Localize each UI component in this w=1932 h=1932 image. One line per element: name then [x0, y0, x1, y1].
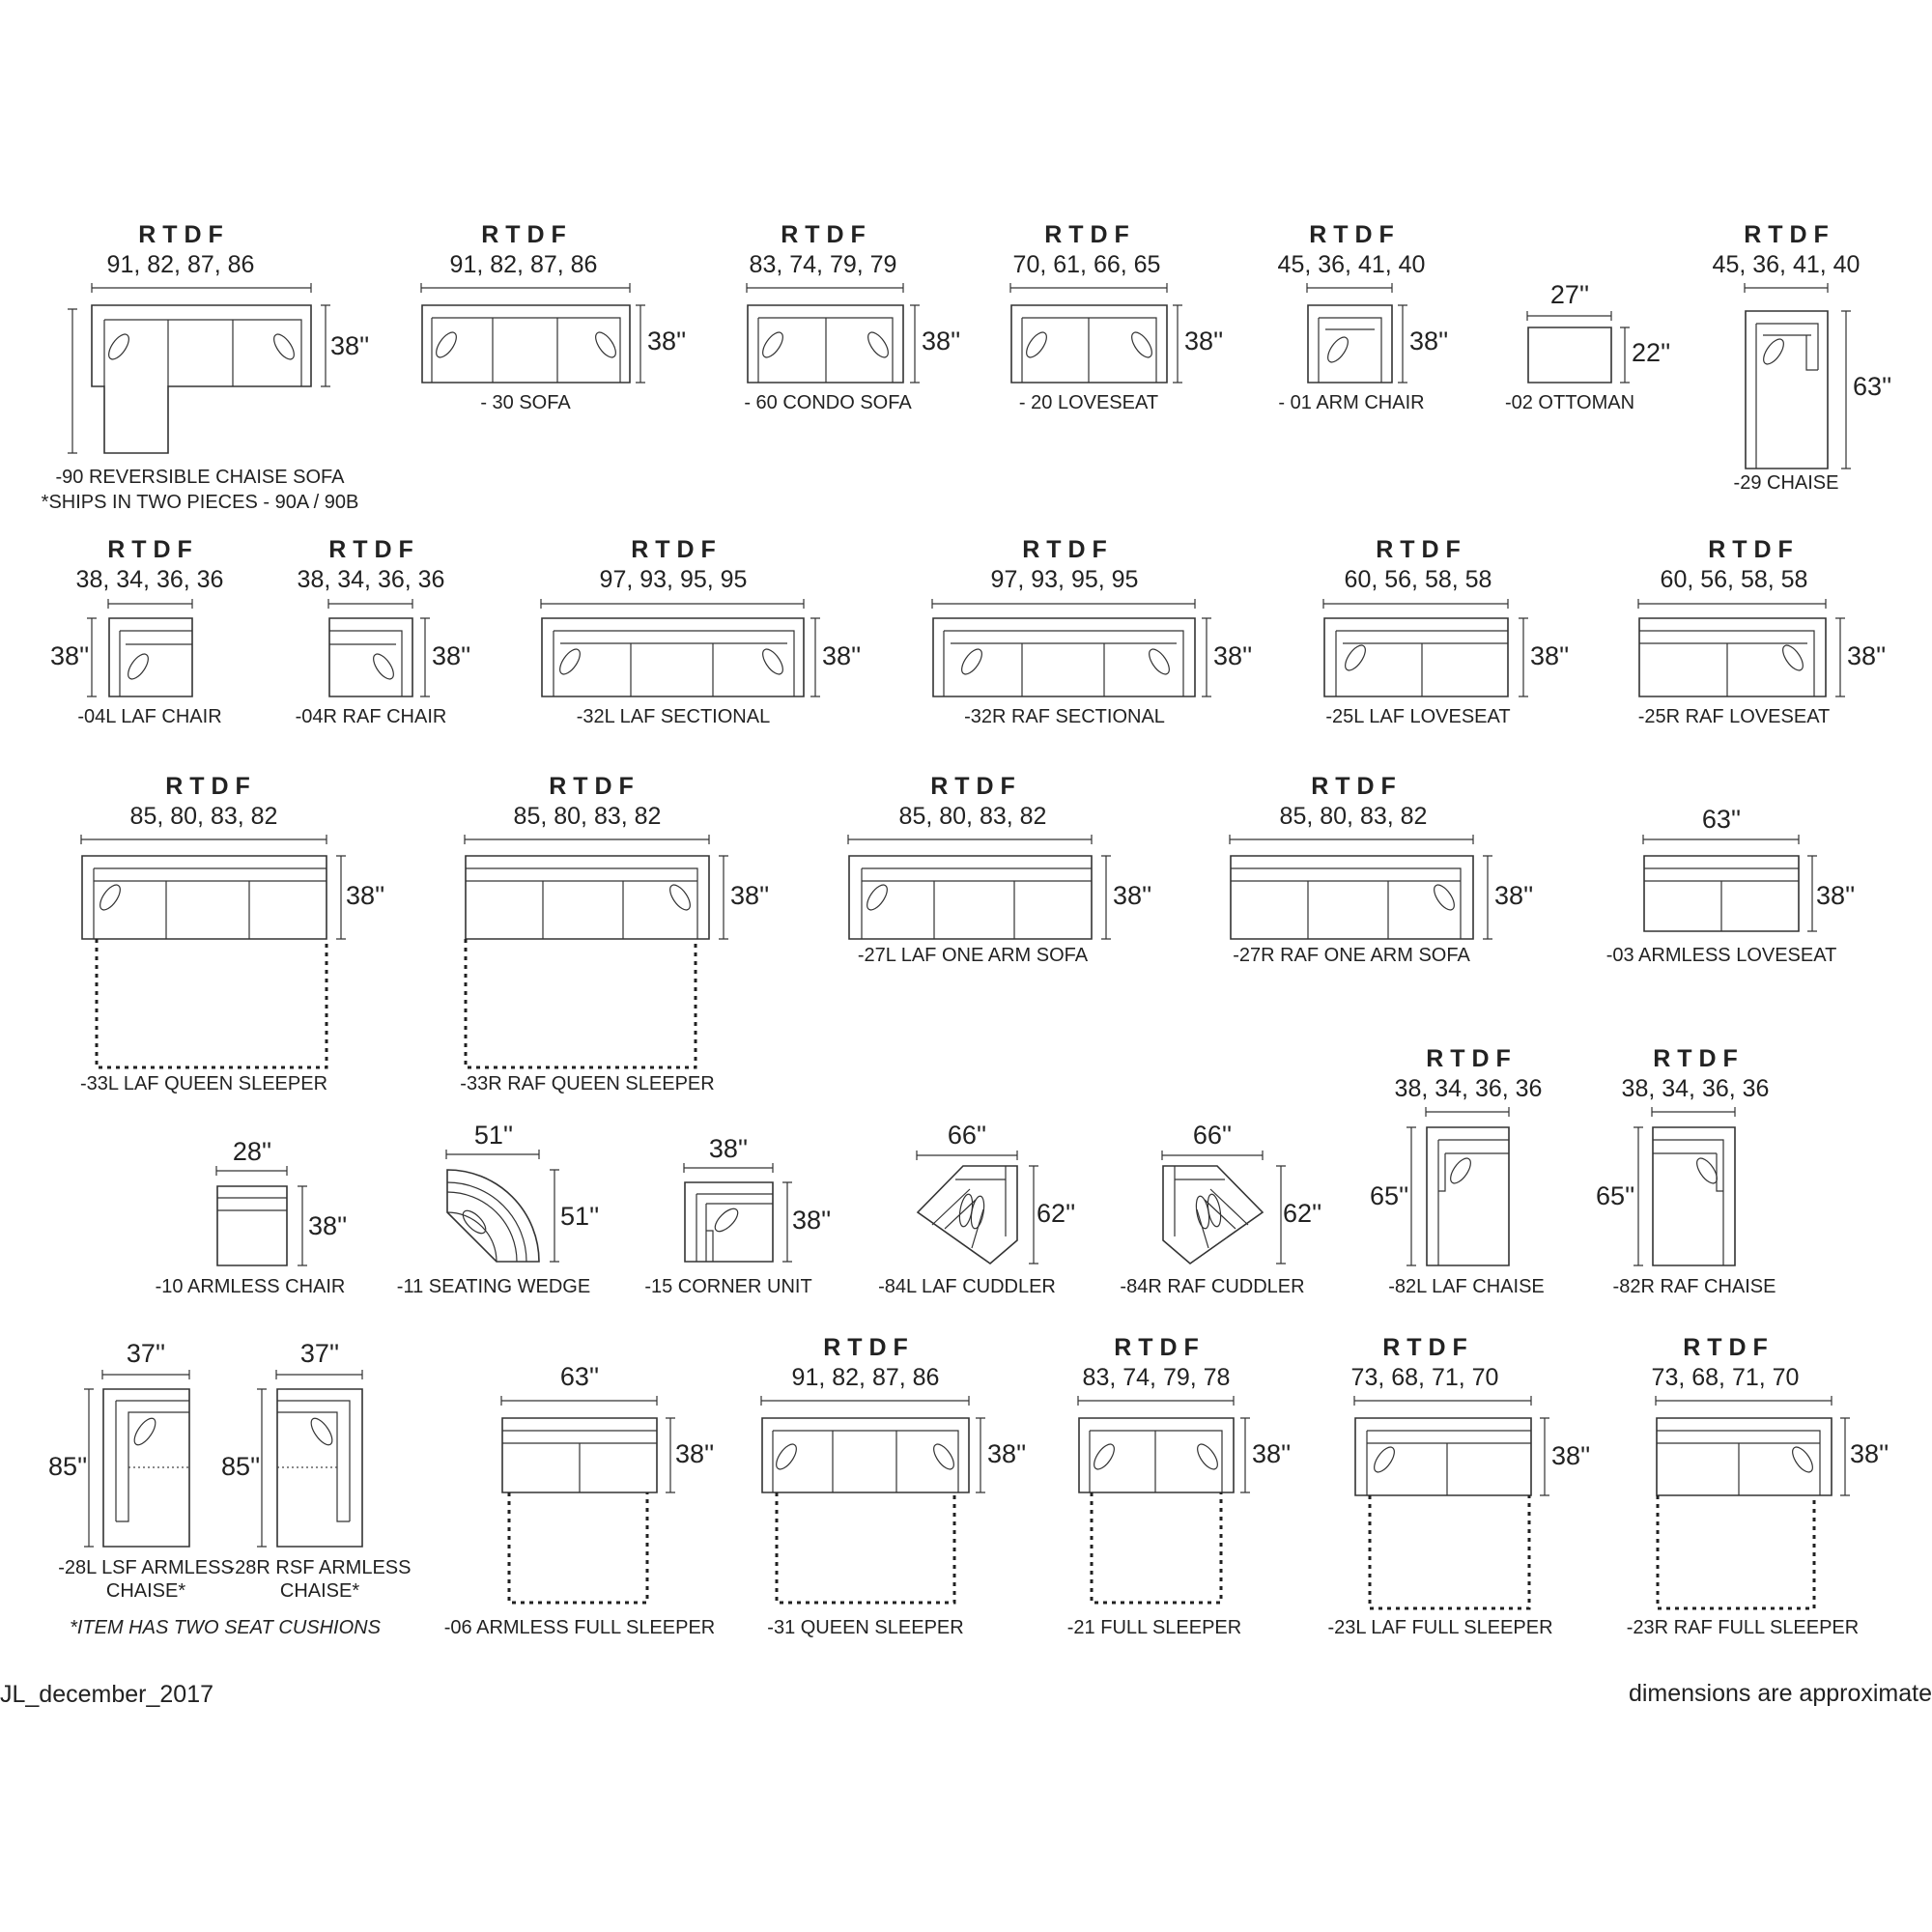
width-measure: 51'' — [473, 1121, 514, 1150]
piece-p21 — [1067, 1334, 1292, 1638]
piece-p25R — [1638, 536, 1887, 727]
piece-p90 — [42, 221, 370, 513]
header-letters: R T D F — [1744, 221, 1829, 248]
piece-p28R — [221, 1339, 411, 1602]
piece-p04L — [50, 536, 223, 727]
piece-p28L — [48, 1339, 234, 1602]
piece-p32R — [932, 536, 1252, 727]
piece-p25L — [1323, 536, 1569, 727]
header-letters: R T D F — [1708, 536, 1793, 563]
piece-label: -06 ARMLESS FULL SLEEPER — [443, 1617, 716, 1638]
piece-p29 — [1713, 221, 1892, 494]
width-measure: 63'' — [559, 1362, 600, 1391]
piece-label: -32R RAF SECTIONAL — [964, 706, 1165, 727]
piece-p84R — [1120, 1121, 1321, 1297]
piece-label: -03 ARMLESS LOVESEAT — [1605, 945, 1837, 966]
piece-label: -90 REVERSIBLE CHAISE SOFA — [55, 467, 345, 488]
piece-label: - 01 ARM CHAIR — [1278, 392, 1425, 413]
height-measure: 38'' — [675, 1439, 715, 1468]
height-measure: 38'' — [1213, 641, 1253, 670]
piece-p04R — [296, 536, 471, 727]
piece-label: -23R RAF FULL SLEEPER — [1626, 1617, 1860, 1638]
header-letters: R T D F — [328, 536, 413, 563]
dimension-values: 38, 34, 36, 36 — [1621, 1075, 1770, 1102]
height-measure: 38'' — [730, 881, 770, 910]
piece-p20 — [1010, 221, 1223, 413]
header-letters: R T D F — [165, 773, 250, 800]
height-measure: 65'' — [1370, 1181, 1409, 1210]
piece-label: -84L LAF CUDDLER — [878, 1276, 1056, 1297]
dimension-values: 97, 93, 95, 95 — [599, 566, 748, 593]
piece-label: -33L LAF QUEEN SLEEPER — [79, 1073, 328, 1094]
dimension-values: 85, 80, 83, 82 — [1279, 803, 1428, 830]
piece-label: -28L LSF ARMLESS — [58, 1557, 234, 1578]
dimension-values: 85, 80, 83, 82 — [513, 803, 662, 830]
width-measure: 28'' — [232, 1137, 272, 1166]
piece-p11 — [397, 1121, 600, 1297]
header-letters: R T D F — [1426, 1045, 1511, 1072]
header-letters: R T D F — [823, 1334, 908, 1361]
dimension-values: 38, 34, 36, 36 — [75, 566, 224, 593]
dimension-values: 83, 74, 79, 78 — [1082, 1364, 1231, 1391]
approximate-dimensions-note: dimensions are approximate — [1628, 1680, 1932, 1707]
piece-p33L — [80, 773, 384, 1094]
header-letters: R T D F — [481, 221, 566, 248]
dimension-values: 91, 82, 87, 86 — [449, 251, 598, 278]
height-measure: 38'' — [792, 1206, 832, 1235]
height-measure: 38'' — [1494, 881, 1534, 910]
dimension-values: 38, 34, 36, 36 — [1394, 1075, 1543, 1102]
piece-label: -82R RAF CHAISE — [1612, 1276, 1776, 1297]
height-measure: 51'' — [560, 1202, 600, 1231]
piece-label: -29 CHAISE — [1733, 472, 1839, 494]
height-measure: 62'' — [1037, 1199, 1076, 1228]
dimension-values: 97, 93, 95, 95 — [990, 566, 1139, 593]
piece-p60 — [744, 221, 960, 413]
height-measure: 38'' — [1252, 1439, 1292, 1468]
piece-label: -33R RAF QUEEN SLEEPER — [460, 1073, 715, 1094]
revision-note: JL_december_2017 — [0, 1681, 213, 1708]
height-measure: 38'' — [308, 1211, 348, 1240]
header-letters: R T D F — [1653, 1045, 1738, 1072]
height-measure: 38'' — [987, 1439, 1027, 1468]
piece-p27L — [848, 773, 1151, 966]
height-measure: 38'' — [1113, 881, 1152, 910]
height-measure: 38'' — [822, 641, 862, 670]
dimension-values: 60, 56, 58, 58 — [1344, 566, 1492, 593]
height-measure: 38'' — [330, 331, 370, 360]
height-measure: 38'' — [1816, 881, 1856, 910]
height-measure: 38'' — [1847, 641, 1887, 670]
piece-p15 — [644, 1134, 831, 1297]
piece-label: -21 FULL SLEEPER — [1066, 1617, 1242, 1638]
piece-label-2: CHAISE* — [105, 1580, 186, 1602]
piece-p03 — [1606, 805, 1856, 966]
width-measure: 66'' — [1192, 1121, 1233, 1150]
piece-label: -28R RSF ARMLESS — [228, 1557, 412, 1578]
width-measure: 38'' — [708, 1134, 749, 1163]
piece-label-2: CHAISE* — [279, 1580, 360, 1602]
piece-p02 — [1505, 280, 1670, 413]
piece-label: -32L LAF SECTIONAL — [576, 706, 771, 727]
height-measure: 38'' — [1184, 327, 1224, 355]
piece-p27R — [1230, 773, 1533, 966]
header-letters: R T D F — [1382, 1334, 1467, 1361]
header-letters: R T D F — [107, 536, 192, 563]
piece-p31 — [761, 1334, 1026, 1638]
height-measure: 38'' — [432, 641, 471, 670]
dimension-values: 85, 80, 83, 82 — [898, 803, 1047, 830]
piece-p06 — [444, 1362, 716, 1638]
piece-label: -27R RAF ONE ARM SOFA — [1233, 945, 1470, 966]
height-measure: 85'' — [48, 1452, 88, 1481]
piece-label: -10 ARMLESS CHAIR — [155, 1276, 346, 1297]
height-measure: 38'' — [50, 641, 90, 670]
piece-label: -04R RAF CHAIR — [295, 706, 447, 727]
header-letters: R T D F — [549, 773, 634, 800]
two-cushions-note: *ITEM HAS TWO SEAT CUSHIONS — [70, 1617, 381, 1638]
piece-label: -25L LAF LOVESEAT — [1325, 706, 1511, 727]
piece-label: - 20 LOVESEAT — [1018, 392, 1159, 413]
dimension-values: 91, 82, 87, 86 — [791, 1364, 940, 1391]
piece-label: - 60 CONDO SOFA — [744, 392, 912, 413]
piece-p33R — [460, 773, 769, 1094]
height-measure: 38'' — [1409, 327, 1449, 355]
height-measure: 38'' — [922, 327, 961, 355]
dimension-values: 70, 61, 66, 65 — [1012, 251, 1161, 278]
height-measure: 22'' — [1632, 338, 1671, 367]
piece-label: -11 SEATING WEDGE — [396, 1276, 591, 1297]
piece-label: -31 QUEEN SLEEPER — [767, 1617, 964, 1638]
piece-note: *SHIPS IN TWO PIECES - 90A / 90B — [41, 492, 359, 513]
width-measure: 37'' — [299, 1339, 340, 1368]
piece-label: -84R RAF CUDDLER — [1120, 1276, 1305, 1297]
piece-label: -82L LAF CHAISE — [1388, 1276, 1545, 1297]
width-measure: 63'' — [1701, 805, 1742, 834]
piece-p32L — [541, 536, 861, 727]
piece-p10 — [156, 1137, 348, 1297]
piece-label: -02 OTTOMAN — [1504, 392, 1635, 413]
width-measure: 37'' — [126, 1339, 166, 1368]
header-letters: R T D F — [1311, 773, 1396, 800]
dimension-values: 83, 74, 79, 79 — [749, 251, 897, 278]
piece-label: - 30 SOFA — [480, 392, 571, 413]
dimension-values: 91, 82, 87, 86 — [106, 251, 255, 278]
height-measure: 38'' — [346, 881, 385, 910]
dimension-values: 45, 36, 41, 40 — [1712, 251, 1861, 278]
height-measure: 38'' — [1850, 1439, 1889, 1468]
piece-label: -04L LAF CHAIR — [77, 706, 222, 727]
dimension-values: 45, 36, 41, 40 — [1277, 251, 1426, 278]
header-letters: R T D F — [1309, 221, 1394, 248]
dimension-values: 85, 80, 83, 82 — [129, 803, 278, 830]
dimension-values: 60, 56, 58, 58 — [1660, 566, 1808, 593]
width-measure: 27'' — [1549, 280, 1590, 309]
width-measure: 66'' — [947, 1121, 987, 1150]
dimension-values: 73, 68, 71, 70 — [1651, 1364, 1800, 1391]
header-letters: R T D F — [781, 221, 866, 248]
piece-p01 — [1278, 221, 1449, 413]
header-letters: R T D F — [1376, 536, 1461, 563]
piece-label: -23L LAF FULL SLEEPER — [1327, 1617, 1553, 1638]
height-measure: 63'' — [1853, 372, 1892, 401]
piece-p23L — [1327, 1334, 1590, 1638]
piece-p30 — [421, 221, 686, 413]
piece-label: -25R RAF LOVESEAT — [1637, 706, 1831, 727]
header-letters: R T D F — [1022, 536, 1107, 563]
piece-label: -27L LAF ONE ARM SOFA — [857, 945, 1089, 966]
piece-label: -15 CORNER UNIT — [644, 1276, 812, 1297]
piece-p82L — [1370, 1045, 1545, 1297]
dimension-values: 38, 34, 36, 36 — [297, 566, 445, 593]
header-letters: R T D F — [138, 221, 223, 248]
height-measure: 38'' — [647, 327, 687, 355]
piece-p82R — [1596, 1045, 1776, 1297]
height-measure: 62'' — [1283, 1199, 1322, 1228]
dimension-values: 73, 68, 71, 70 — [1350, 1364, 1499, 1391]
header-letters: R T D F — [631, 536, 716, 563]
piece-p23R — [1627, 1334, 1889, 1638]
header-letters: R T D F — [930, 773, 1015, 800]
header-letters: R T D F — [1683, 1334, 1768, 1361]
piece-p84L — [878, 1121, 1075, 1297]
height-measure: 38'' — [1530, 641, 1570, 670]
height-measure: 85'' — [221, 1452, 261, 1481]
height-measure: 65'' — [1596, 1181, 1635, 1210]
header-letters: R T D F — [1044, 221, 1129, 248]
header-letters: R T D F — [1114, 1334, 1199, 1361]
height-measure: 38'' — [1551, 1441, 1591, 1470]
